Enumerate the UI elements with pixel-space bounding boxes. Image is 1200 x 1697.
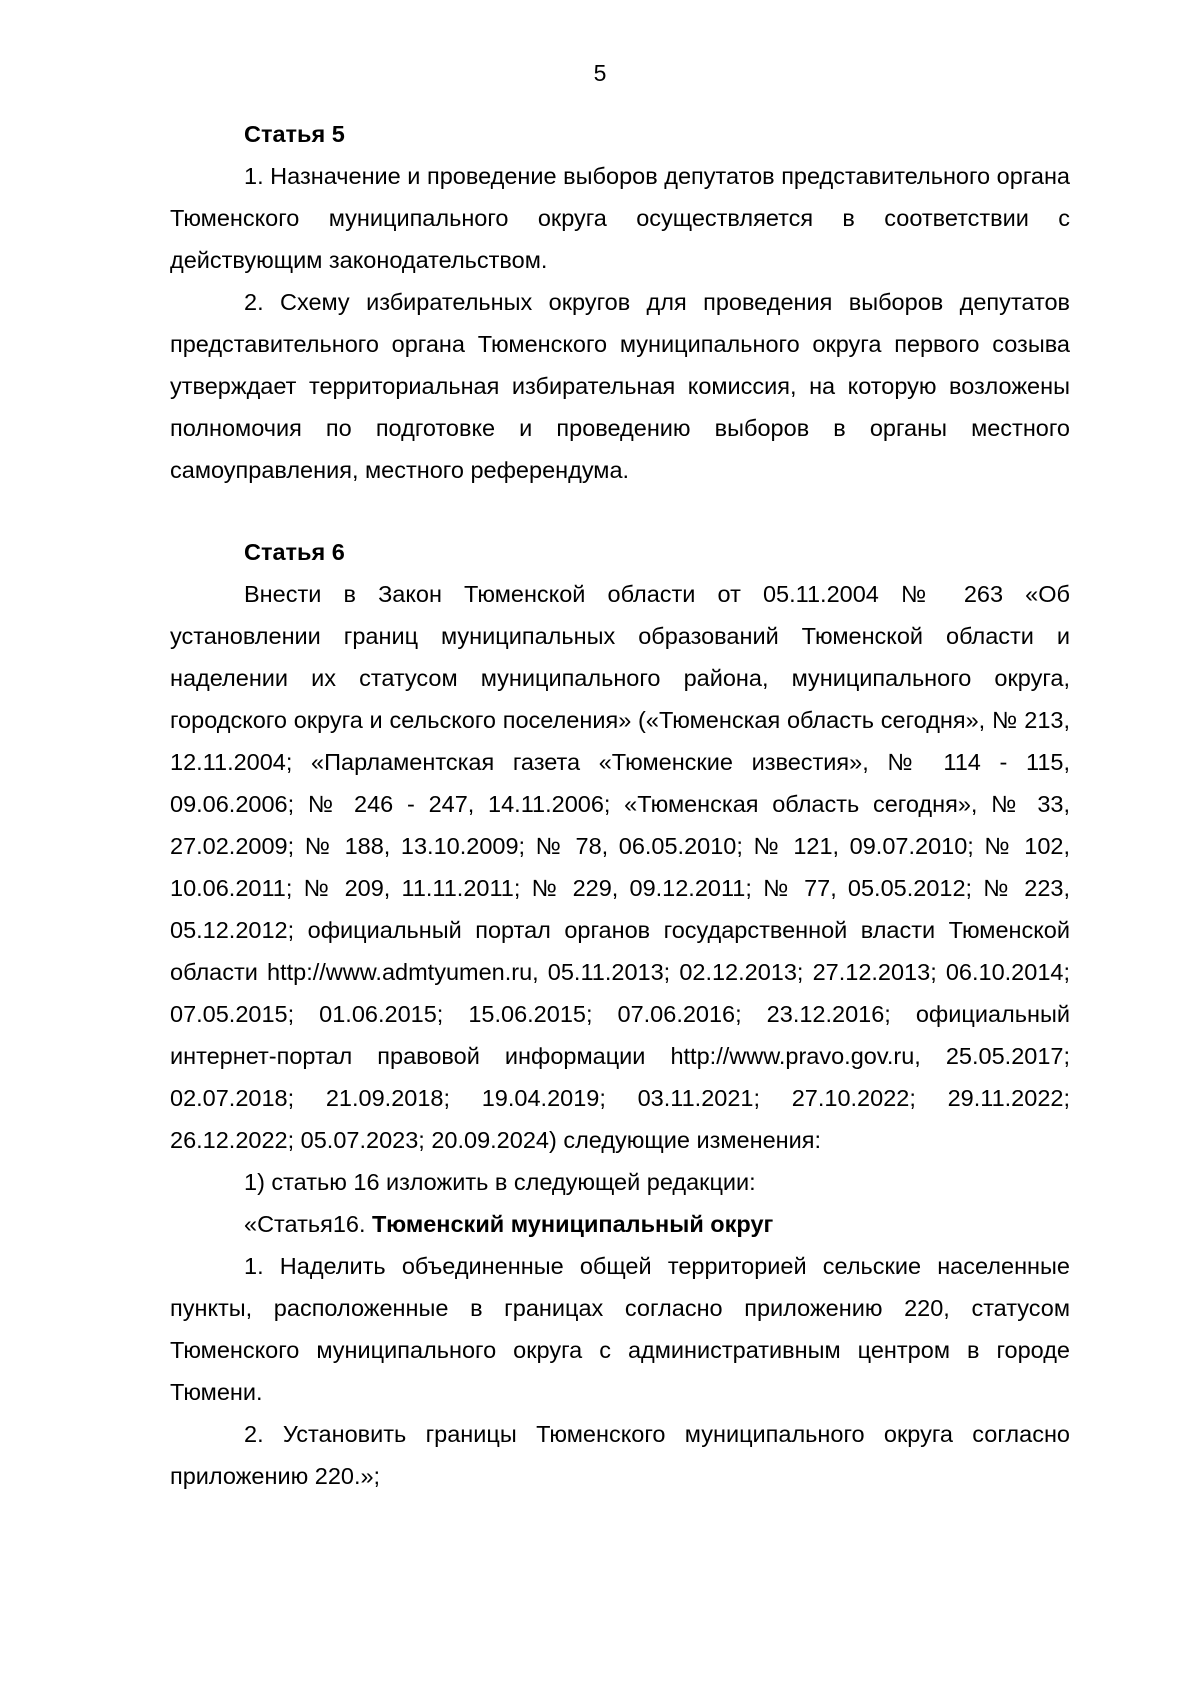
article-16-title-line: [170, 1203, 1070, 1245]
article-16-title: Тюменский муниципальный округ: [372, 1211, 774, 1237]
article-16-paragraph-2: 2. Установить границы Тюменского муниципального округа согласно приложению 220.»;: [170, 1421, 1070, 1489]
article-16-paragraph-1: 1. Наделить объединенные общей территорией сельские населенные пункты, расположенные в границах согласно приложению 220, статусом Тюменского муниципального округа с административным центром в городе Тюмени.: [170, 1253, 1070, 1405]
article-5-paragraph-2: 2. Схему избирательных округов для проведения выборов депутатов представительного органа Тюменского муниципального округа первого созыва утверждает территориальная избирательная комиссия, на которую возложены полномочия по подготовке и проведению выборов в органы местного самоуправления, местного референдума.: [170, 289, 1070, 483]
article-5-heading: Статья 5: [244, 121, 345, 147]
article-6-heading: Статья 6: [244, 539, 345, 565]
article-5-paragraph-1: 1. Назначение и проведение выборов депутатов представительного органа Тюменского муниципального округа осуществляется в соответствии с действующим законодательством.: [170, 163, 1070, 273]
article-16-prefix: «Статья16.: [244, 1211, 373, 1237]
article-6-item-1: 1) статью 16 изложить в следующей редакции:: [244, 1169, 756, 1195]
page-number: 5: [593, 60, 607, 86]
document-body: [170, 113, 1070, 1497]
article-6-intro: Внести в Закон Тюменской области от 05.11.2004 № 263 «Об установлении границ муниципальных образований Тюменской области и наделении их статусом муниципального района, муниципального округа, городского округа и сельского поселения» («Тюменская область сегодня», № 213, 12.11.2004; «Парламентская газета «Тюменские известия», № 114 - 115, 09.06.2006; № 246 - 247, 14.11.2006; «Тюменская область сегодня», № 33, 27.02.2009; № 188, 13.10.2009; № 78, 06.05.2010; № 121, 09.07.2010; № 102, 10.06.2011; № 209, 11.11.2011; № 229, 09.12.2011; № 77, 05.05.2012; № 223, 05.12.2012; официальный портал органов государственной власти Тюменской области http://www.admtyumen.ru, 05.11.2013; 02.12.2013; 27.12.2013; 06.10.2014; 07.05.2015; 01.06.2015; 15.06.2015; 07.06.2016; 23.12.2016; официальный интернет-портал правовой информации http://www.pravo.gov.ru, 25.05.2017; 02.07.2018; 21.09.2018; 19.04.2019; 03.11.2021; 27.10.2022; 29.11.2022; 26.12.2022; 05.07.2023; 20.09.2024) следующие изменения:: [170, 581, 1070, 1153]
section-spacer: [170, 491, 1070, 531]
